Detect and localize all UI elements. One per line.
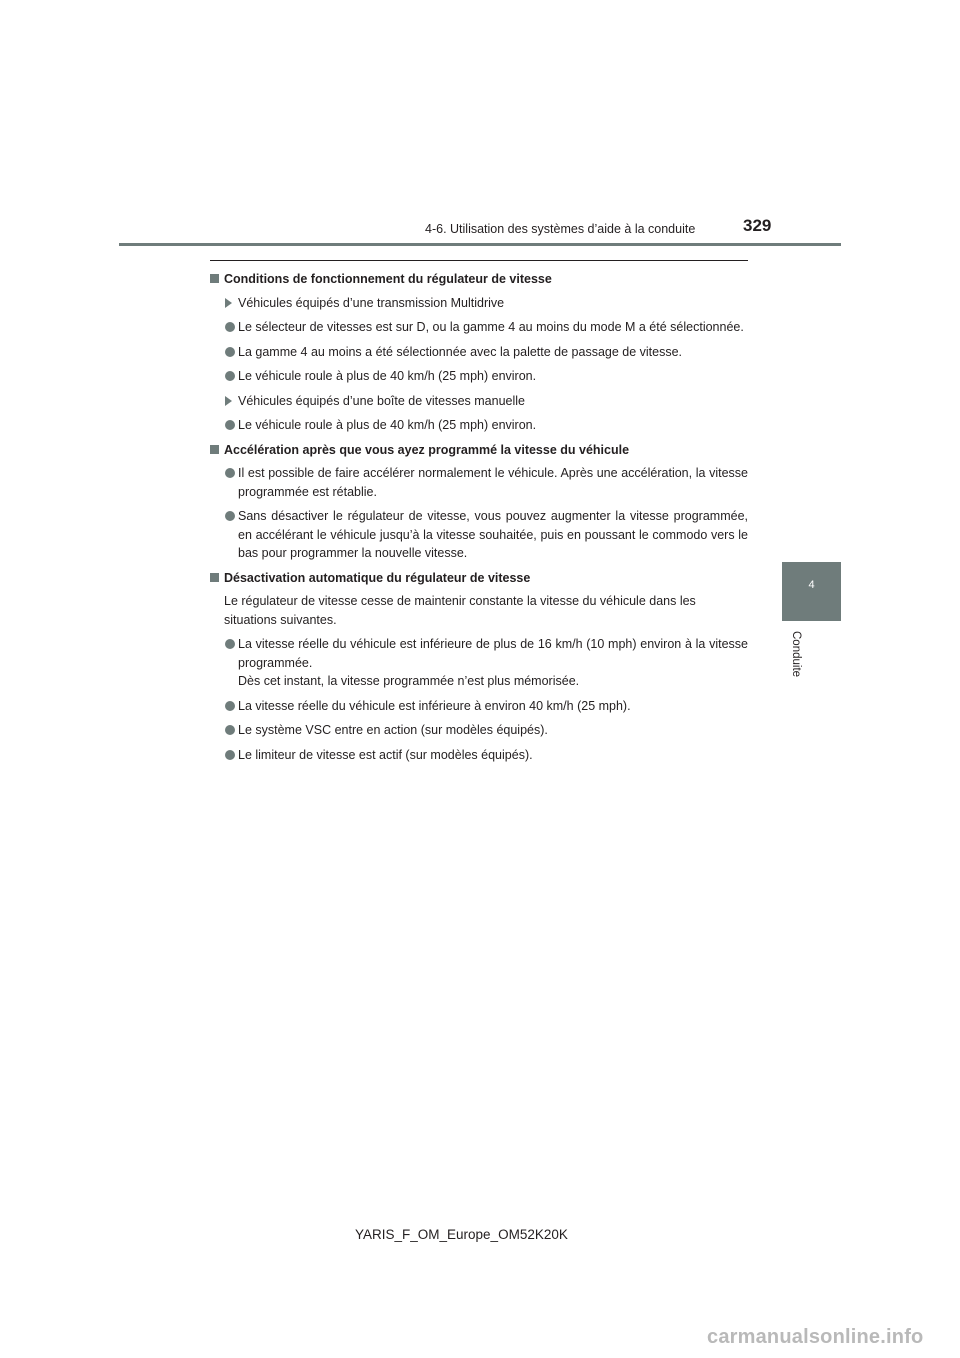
list-item-text: Le sélecteur de vitesses est sur D, ou la gamme 4 au moins du mode M a été sélectionnée. [238,320,744,334]
section-heading [210,441,748,460]
circle-bullet-icon [225,371,235,381]
subheading-text: Véhicules équipés d’une boîte de vitesses manuelle [238,393,525,408]
heading-text: Conditions de fonctionnement du régulateur de vitesse [224,272,552,286]
subheading [210,392,748,411]
circle-bullet-icon [225,725,235,735]
watermark: carmanualsonline.info [707,1326,924,1348]
heading-text: Désactivation automatique du régulateur de vitesse [224,570,531,585]
intro-paragraph: Le régulateur de vitesse cesse de maintenir constante la vitesse du véhicule dans les situations suivantes. [224,594,696,627]
list-item [210,635,748,691]
list-item-note: Dès cet instant, la vitesse programmée n’est plus mémorisée. [238,674,580,688]
list-item [210,367,748,386]
heading-text: Accélération après que vous ayez programmé la vitesse du véhicule [224,442,630,457]
list-item [210,746,748,765]
main-content [210,270,748,770]
chapter-number: 4 [808,579,815,591]
triangle-bullet-icon [225,298,232,308]
square-bullet-icon [210,445,219,454]
circle-bullet-icon [225,468,235,478]
list-item [210,721,748,740]
chapter-label: Conduite [790,631,802,678]
list-item [210,697,748,716]
triangle-bullet-icon [225,396,232,406]
list-item-text: Sans désactiver le régulateur de vitesse, vous pouvez augmenter la vitesse programmée, en accélérant le véhicule jusqu’à la vitesse souhaitée, puis en poussant le commodo vers le bas pour programmer la nouvelle vitesse. [238,509,748,560]
section-heading [210,270,748,289]
list-item [210,318,748,337]
list-item [210,507,748,563]
content-divider [210,260,748,261]
subheading [210,294,748,313]
section-title: 4-6. Utilisation des systèmes d’aide à la conduite [425,222,696,236]
list-item-text: Le système VSC entre en action (sur modèles équipés). [238,723,548,737]
circle-bullet-icon [225,750,235,760]
list-item-text: La gamme 4 au moins a été sélectionnée avec la palette de passage de vitesse. [238,344,683,359]
circle-bullet-icon [225,511,235,521]
list-item-text: Le limiteur de vitesse est actif (sur modèles équipés). [238,747,533,762]
list-item-text: Il est possible de faire accélérer normalement le véhicule. Après une accélération, la vitesse programmée est rétablie. [238,466,748,499]
section-operating-conditions [210,270,748,435]
square-bullet-icon [210,274,219,283]
section-heading [210,569,748,588]
circle-bullet-icon [225,420,235,430]
list-item [210,416,748,435]
section-auto-cancel [210,569,748,765]
subheading-text: Véhicules équipés d’une transmission Multidrive [238,295,505,310]
list-item [210,464,748,501]
list-item-text: La vitesse réelle du véhicule est inférieure à environ 40 km/h (25 mph). [238,698,631,713]
list-item [210,343,748,362]
header-divider [119,243,841,246]
chapter-tab [782,562,841,621]
section-acceleration [210,441,748,563]
circle-bullet-icon [225,701,235,711]
list-item-text: Le véhicule roule à plus de 40 km/h (25 mph) environ. [238,369,537,383]
list-item-text: La vitesse réelle du véhicule est inférieure de plus de 16 km/h (10 mph) environ à la vitesse programmée. [238,637,748,670]
page-number: 329 [743,216,772,235]
circle-bullet-icon [225,347,235,357]
document-code: YARIS_F_OM_Europe_OM52K20K [355,1227,568,1242]
circle-bullet-icon [225,322,235,332]
list-item-text: Le véhicule roule à plus de 40 km/h (25 mph) environ. [238,418,537,432]
square-bullet-icon [210,573,219,582]
circle-bullet-icon [225,639,235,649]
